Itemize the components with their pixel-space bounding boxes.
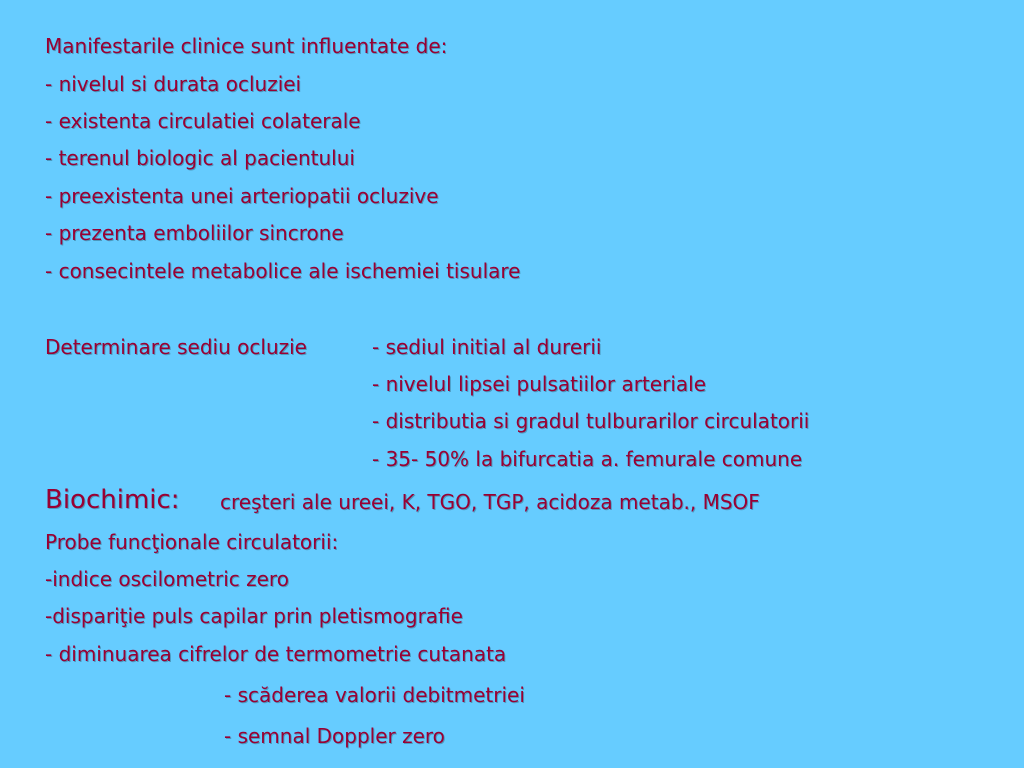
manifestari-heading: Manifestarile clinice sunt influentate de: (45, 34, 448, 58)
manifestari-item: - prezenta emboliilor sincrone (45, 221, 344, 245)
determinare-item: - distributia si gradul tulburarilor circulatorii (372, 409, 810, 433)
manifestari-item: - nivelul si durata ocluziei (45, 72, 302, 96)
manifestari-item: - terenul biologic al pacientului (45, 146, 355, 170)
biochimic-label: Biochimic: (45, 485, 180, 515)
probe-item: - diminuarea cifrelor de termometrie cutanata (45, 642, 507, 666)
probe-item: - scăderea valorii debitmetriei (224, 683, 525, 707)
probe-item: - semnal Doppler zero (224, 724, 445, 748)
probe-item: -indice oscilometric zero (45, 567, 289, 591)
probe-item: -dispariţie puls capilar prin pletismografie (45, 604, 463, 628)
manifestari-item: - existenta circulatiei colaterale (45, 109, 361, 133)
determinare-item: - sediul initial al durerii (372, 335, 602, 359)
manifestari-item: - consecintele metabolice ale ischemiei tisulare (45, 259, 521, 283)
determinare-heading: Determinare sediu ocluzie (45, 335, 307, 359)
biochimic-text: creşteri ale ureei, K, TGO, TGP, acidoza metab., MSOF (220, 490, 760, 514)
manifestari-item: - preexistenta unei arteriopatii ocluzive (45, 184, 439, 208)
determinare-item: - 35- 50% la bifurcatia a. femurale comune (372, 447, 803, 471)
probe-heading: Probe funcţionale circulatorii: (45, 530, 339, 554)
determinare-item: - nivelul lipsei pulsatiilor arteriale (372, 372, 706, 396)
